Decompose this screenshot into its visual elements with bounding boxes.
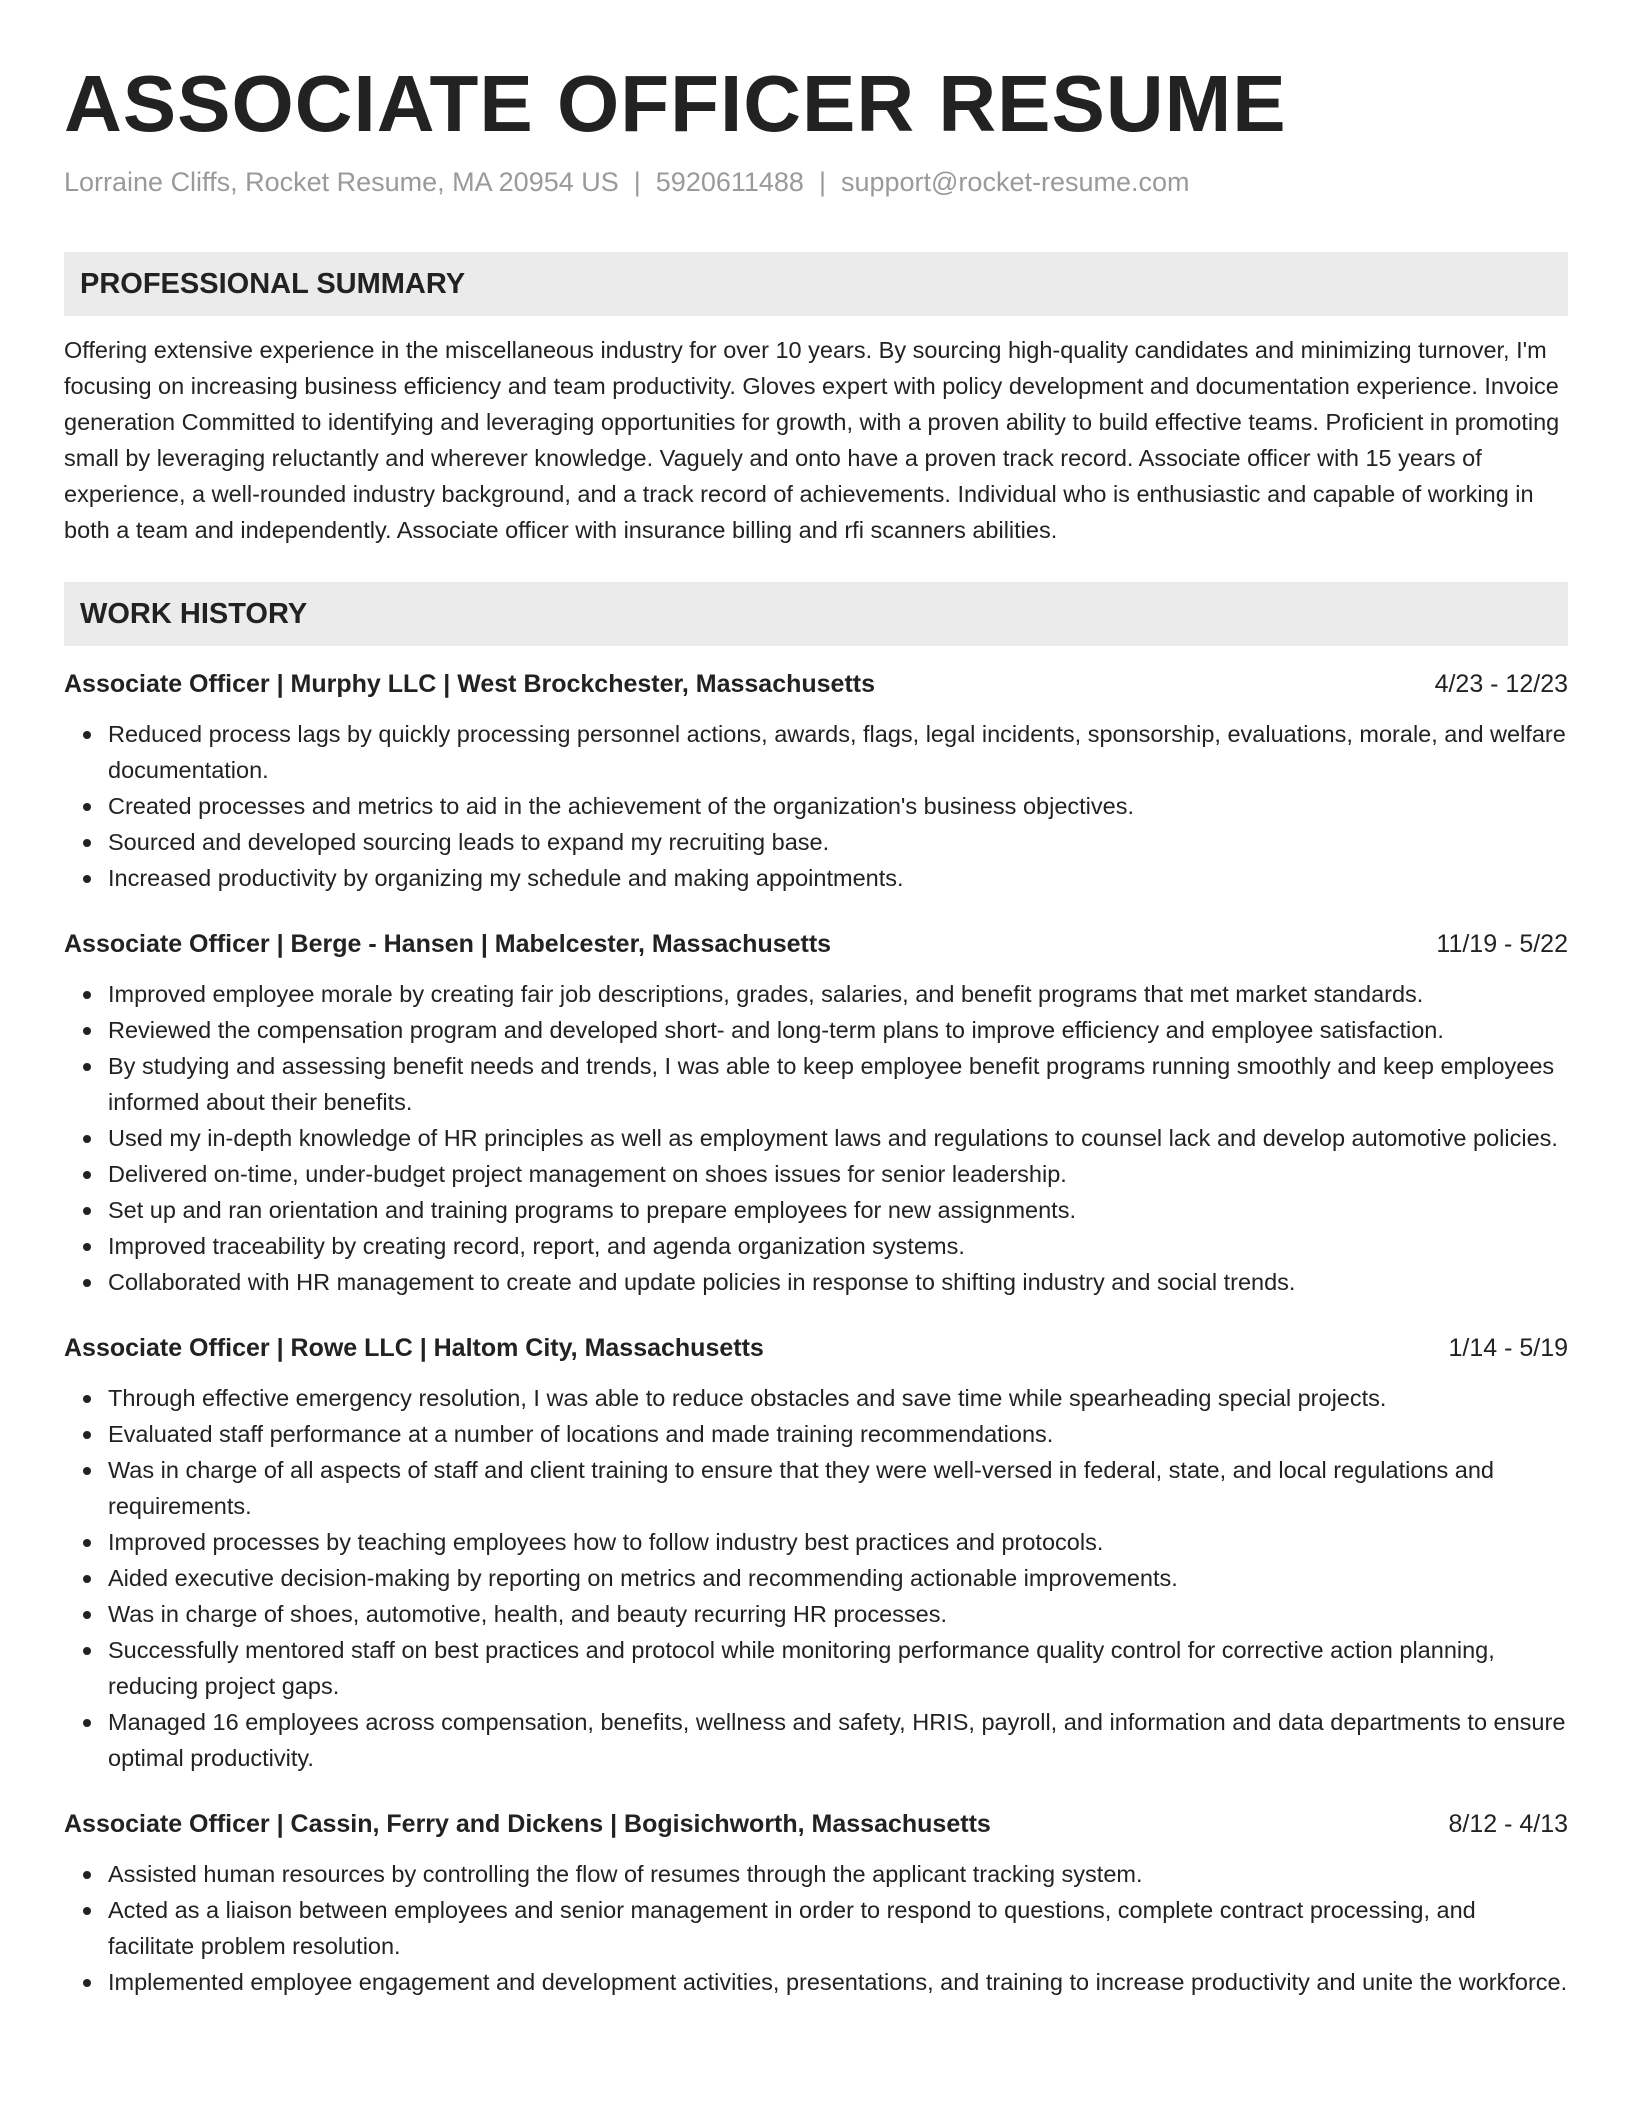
job-bullets bbox=[64, 976, 1568, 1300]
job-bullet: Reduced process lags by quickly processing personnel actions, awards, flags, legal incidents, sponsorship, evaluations, morale, and welfare documentation. bbox=[108, 716, 1568, 788]
job-dates: 11/19 - 5/22 bbox=[1436, 930, 1568, 958]
job-title: Associate Officer | Rowe LLC | Haltom City, Massachusetts bbox=[64, 1334, 764, 1362]
resume-title: ASSOCIATE OFFICER RESUME bbox=[64, 59, 1287, 148]
job-entry bbox=[64, 926, 1568, 1300]
job-header bbox=[64, 926, 1568, 962]
contact-email: support@rocket-resume.com bbox=[840, 167, 1190, 197]
job-bullet: Was in charge of all aspects of staff and client training to ensure that they were well-versed in federal, state, and local regulations and requirements. bbox=[108, 1452, 1568, 1524]
job-header bbox=[64, 1806, 1568, 1842]
contact-phone: 5920611488 bbox=[655, 167, 804, 197]
job-bullet: Was in charge of shoes, automotive, health, and beauty recurring HR processes. bbox=[108, 1596, 1568, 1632]
job-bullet: Improved traceability by creating record, report, and agenda organization systems. bbox=[108, 1228, 1568, 1264]
job-bullets bbox=[64, 716, 1568, 896]
job-bullet: Created processes and metrics to aid in the achievement of the organization's business objectives. bbox=[108, 788, 1568, 824]
job-bullet: Successfully mentored staff on best practices and protocol while monitoring performance quality control for corrective action planning, reducing project gaps. bbox=[108, 1632, 1568, 1704]
job-bullet: Delivered on-time, under-budget project management on shoes issues for senior leadership. bbox=[108, 1156, 1568, 1192]
contact-separator: | bbox=[633, 167, 641, 197]
job-bullet: Assisted human resources by controlling the flow of resumes through the applicant tracking system. bbox=[108, 1856, 1568, 1892]
job-bullet: Increased productivity by organizing my schedule and making appointments. bbox=[108, 860, 1568, 896]
job-dates: 8/12 - 4/13 bbox=[1448, 1810, 1568, 1838]
job-header bbox=[64, 1330, 1568, 1366]
job-bullet: Collaborated with HR management to create and update policies in response to shifting industry and social trends. bbox=[108, 1264, 1568, 1300]
job-bullet: Evaluated staff performance at a number of locations and made training recommendations. bbox=[108, 1416, 1568, 1452]
job-dates: 1/14 - 5/19 bbox=[1448, 1334, 1568, 1362]
job-bullet: Aided executive decision-making by reporting on metrics and recommending actionable improvements. bbox=[108, 1560, 1568, 1596]
contact-address: Lorraine Cliffs, Rocket Resume, MA 20954 US bbox=[64, 167, 619, 197]
job-bullet: Set up and ran orientation and training programs to prepare employees for new assignments. bbox=[108, 1192, 1568, 1228]
contact-line bbox=[64, 164, 1568, 200]
professional-summary-heading: PROFESSIONAL SUMMARY bbox=[64, 252, 1568, 316]
job-bullet: Used my in-depth knowledge of HR principles as well as employment laws and regulations to counsel lack and develop automotive policies. bbox=[108, 1120, 1568, 1156]
job-bullet: Implemented employee engagement and development activities, presentations, and training to increase productivity and unite the workforce. bbox=[108, 1964, 1568, 2000]
job-title: Associate Officer | Cassin, Ferry and Dickens | Bogisichworth, Massachusetts bbox=[64, 1810, 991, 1838]
job-bullet: Reviewed the compensation program and developed short- and long-term plans to improve efficiency and employee satisfaction. bbox=[108, 1012, 1568, 1048]
job-bullet: Through effective emergency resolution, I was able to reduce obstacles and save time while spearheading special projects. bbox=[108, 1380, 1568, 1416]
job-bullet: Improved processes by teaching employees how to follow industry best practices and protocols. bbox=[108, 1524, 1568, 1560]
job-bullets bbox=[64, 1856, 1568, 2000]
job-bullet: By studying and assessing benefit needs and trends, I was able to keep employee benefit programs running smoothly and keep employees informed about their benefits. bbox=[108, 1048, 1568, 1120]
job-entry bbox=[64, 1330, 1568, 1776]
job-bullet: Managed 16 employees across compensation, benefits, wellness and safety, HRIS, payroll, and information and data departments to ensure optimal productivity. bbox=[108, 1704, 1568, 1776]
work-history-heading: WORK HISTORY bbox=[64, 582, 1568, 646]
job-title: Associate Officer | Berge - Hansen | Mabelcester, Massachusetts bbox=[64, 930, 832, 958]
job-bullet: Acted as a liaison between employees and senior management in order to respond to questions, complete contract processing, and facilitate problem resolution. bbox=[108, 1892, 1568, 1964]
job-title: Associate Officer | Murphy LLC | West Brockchester, Massachusetts bbox=[64, 670, 876, 698]
job-entry bbox=[64, 1806, 1568, 2000]
job-header bbox=[64, 666, 1568, 702]
job-dates: 4/23 - 12/23 bbox=[1434, 670, 1568, 698]
job-bullet: Sourced and developed sourcing leads to expand my recruiting base. bbox=[108, 824, 1568, 860]
job-bullets bbox=[64, 1380, 1568, 1776]
contact-separator: | bbox=[818, 167, 826, 197]
professional-summary-text: Offering extensive experience in the miscellaneous industry for over 10 years. By sourcing high-quality candidates and minimizing turnover, I'm focusing on increasing business efficiency and team productivity. Gloves expert with policy development and documentation experience. Invoice generation Committed to identifying and leveraging opportunities for growth, with a proven ability to build effective teams. Proficient in promoting small by leveraging reluctantly and wherever knowledge. Vaguely and onto have a proven track record. Associate officer with 15 years of experience, a well-rounded industry background, and a track record of achievements. Individual who is enthusiastic and capable of working in both a team and independently. Associate officer with insurance billing and rfi scanners abilities. bbox=[64, 337, 1560, 543]
job-bullet: Improved employee morale by creating fair job descriptions, grades, salaries, and benefit programs that met market standards. bbox=[108, 976, 1568, 1012]
job-entry bbox=[64, 666, 1568, 896]
